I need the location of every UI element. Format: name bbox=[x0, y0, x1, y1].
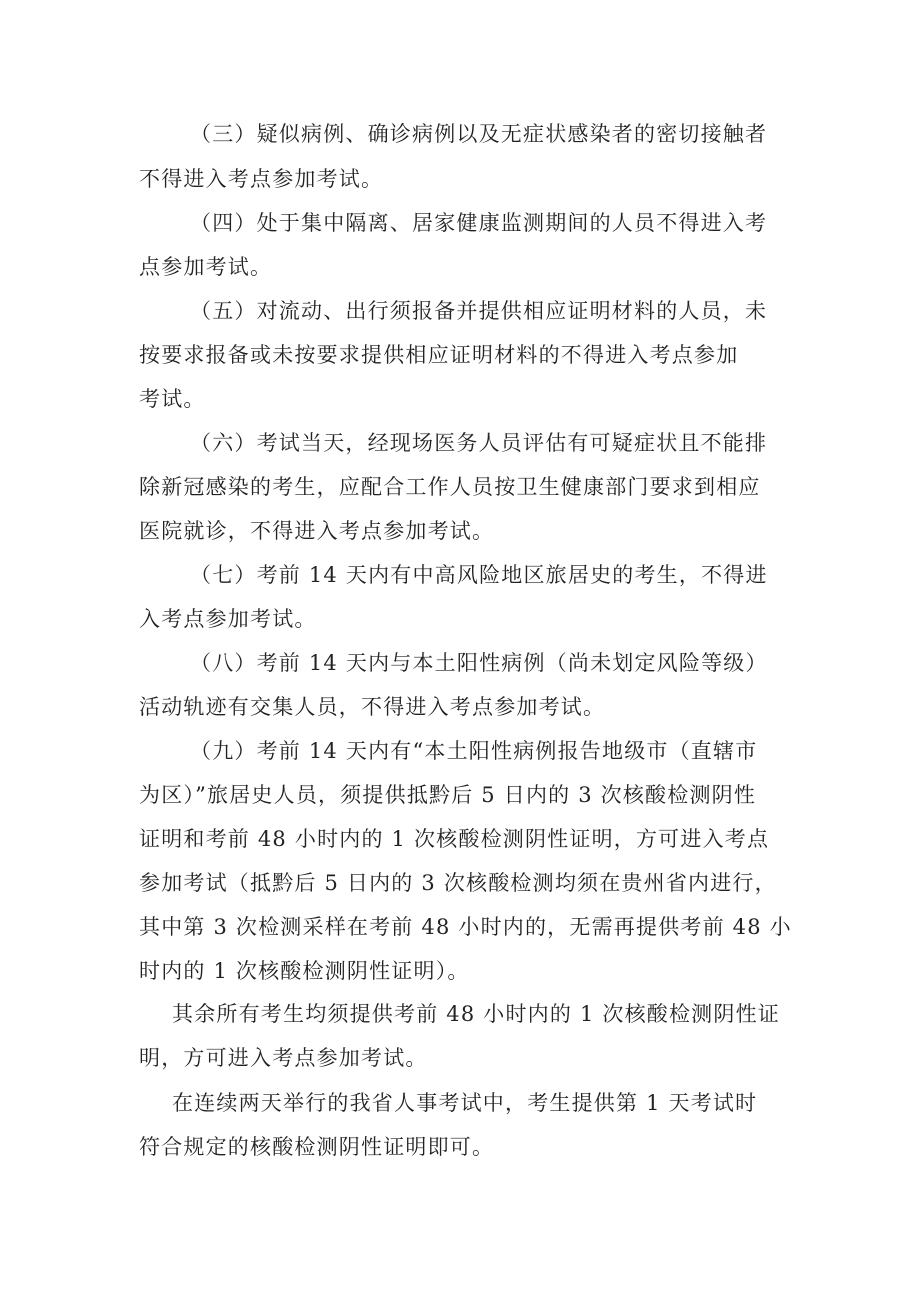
paragraph-line: 按要求报备或未按要求提供相应证明材料的不得进入考点参加 bbox=[139, 343, 739, 367]
paragraph-line: 除新冠感染的考生，应配合工作人员按卫生健康部门要求到相应 bbox=[139, 475, 761, 499]
paragraph-line: 明，方可进入考点参加考试。 bbox=[139, 1046, 428, 1070]
paragraph-line: 证明和考前 48 小时内的 1 次核酸检测阴性证明，方可进入考点 bbox=[139, 827, 770, 851]
paragraph-line: 为区）”旅居史人员，须提供抵黔后 5 日内的 3 次核酸检测阴性 bbox=[139, 783, 757, 807]
paragraph-line: 入考点参加考试。 bbox=[139, 607, 317, 631]
paragraph-line: （九）考前 14 天内有“本土阳性病例报告地级市（直辖市 bbox=[190, 739, 758, 763]
paragraph-line: （七）考前 14 天内有中高风险地区旅居史的考生，不得进 bbox=[190, 563, 768, 587]
paragraph-line: 活动轨迹有交集人员，不得进入考点参加考试。 bbox=[139, 695, 606, 719]
paragraph-line: （八）考前 14 天内与本土阳性病例（尚未划定风险等级） bbox=[190, 651, 768, 675]
paragraph-line: 参加考试（抵黔后 5 日内的 3 次核酸检测均须在贵州省内进行， bbox=[139, 871, 777, 895]
paragraph-line: （六）考试当天，经现场医务人员评估有可疑症状且不能排 bbox=[190, 431, 768, 455]
paragraph-line: 医院就诊，不得进入考点参加考试。 bbox=[139, 519, 495, 543]
paragraph-line: 符合规定的核酸检测阴性证明即可。 bbox=[139, 1135, 495, 1159]
paragraph-line: 在连续两天举行的我省人事考试中，考生提供第 1 天考试时 bbox=[172, 1091, 758, 1115]
paragraph-line: 点参加考试。 bbox=[139, 255, 273, 279]
paragraph-line: 其余所有考生均须提供考前 48 小时内的 1 次核酸检测阴性证 bbox=[172, 1002, 780, 1026]
paragraph-line: 其中第 3 次检测采样在考前 48 小时内的，无需再提供考前 48 小 bbox=[139, 915, 792, 939]
paragraph-line: （五）对流动、出行须报备并提供相应证明材料的人员，未 bbox=[190, 299, 768, 323]
paragraph-line: （四）处于集中隔离、居家健康监测期间的人员不得进入考 bbox=[190, 211, 768, 235]
paragraph-line: 不得进入考点参加考试。 bbox=[139, 167, 384, 191]
paragraph-line: 时内的 1 次核酸检测阴性证明）。 bbox=[139, 959, 470, 983]
paragraph-line: 考试。 bbox=[139, 387, 206, 411]
paragraph-line: （三）疑似病例、确诊病例以及无症状感染者的密切接触者 bbox=[190, 122, 768, 146]
